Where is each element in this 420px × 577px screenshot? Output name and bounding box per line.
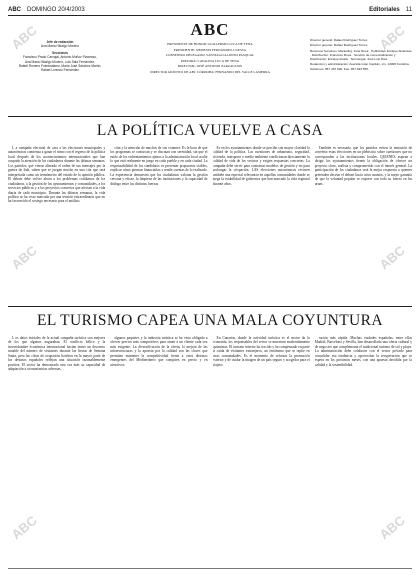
newspaper-logo: ABC: [190, 20, 230, 39]
staff-label: Secciones: [52, 50, 68, 55]
paragraph: ción y la atención de muchos de sus votantes. Es la hora de que los programas se conozcan y se discutan con serenidad, sin que el ruido de los enfrentamientos ajenos a la administración local oculte lo que está realmente en juego en cada pueblo y en cada ciudad. La responsabilidad de los candidatos es presentar propuestas viables, explicar cómo piensan financiarlas y rendir cuentas de lo realizado. La experiencia demuestra que los ciudadanos valoran la gestión cercana y eficaz, la limpieza de las instituciones y la capacidad de diálogo entre las distintas fuerzas.: [110, 146, 208, 186]
staff-name: Ana María Hidalgo Moreno, Luis Sala Fernández,: [25, 59, 95, 64]
paragraph: También es necesario que los partidos eviten la tentación de convertir estas elecciones en un plebiscito sobre cuestiones que no corresponden a las instituciones locales. QUIENES aspiran a dirigir los ayuntamientos tienen la obligación de ofrecer un proyecto claro, realista y comprometido con el interés general. La participación de los ciudadanos será la mejor respuesta a quienes pretenden desviar el debate hacia otros asuntos, y la mejor garantía de que la voluntad popular se exprese con toda su fuerza en las urnas.: [314, 146, 412, 186]
abc-watermark: ABC: [8, 512, 40, 543]
newspaper-logo-small: ABC: [8, 6, 21, 13]
staff-entry: Redacción y administración: Avenida Gran Capitán, s/n. 14008 Córdoba. Teléfonos: 957 497 600. Fax: 957 493 555.: [310, 62, 410, 71]
masthead-rule: [8, 116, 412, 117]
article-divider: [8, 306, 412, 307]
headline-1: LA POLÍTICA VUELVE A CASA: [96, 122, 324, 139]
masthead-line: DIRECTOR ADJUNTO DE ABC CÓRDOBA: FERNANDO DEL VALLE LASIERRA: [150, 69, 270, 74]
article-2-column: [315, 336, 412, 564]
masthead-credits: [125, 42, 295, 76]
bottom-rule: [8, 568, 412, 569]
article-1-column: [8, 146, 105, 302]
paragraph: ración más rápida. Muchas ciudades españolas, entre ellas Madrid, Barcelona y Sevilla, han desarrollado una oferta cultural y de negocios que complementa el tradicional turismo de sol y playa. La administración debe colaborar con el sector privado para consolidar esa tendencia y aprovechar la recuperación que se espera en los próximos meses, con una apuesta decidida por la calidad y la sostenibilidad.: [314, 336, 412, 367]
staff-entry: Recursos humanos: Marketing: José Roca · Publicidad: Enrique Alcántara · Distribución: Francisco Roca · Servicio de comercialización y Distribución: Enrique Alcalá · Tecnología: José Luis Díaz: [310, 48, 412, 62]
staff-name: Francisco Prado Carvajal, Antonio Muñoz Pizarroso,: [23, 55, 97, 60]
article-2-body: [8, 336, 412, 564]
abc-watermark: ABC: [8, 22, 40, 53]
article-2-column: [8, 336, 105, 564]
staff-entry: Director general: Rafael Rodríguez Torres: [310, 38, 368, 42]
masthead-line: CONSEJERO DELEGADO: SANTIAGO ALONSO PASQUAL: [165, 53, 255, 58]
masthead-line: PRESIDENTE DE HONOR: GUILLERMO LUCA DE TENA: [167, 42, 253, 46]
masthead-line: PRESIDENTE: NEMESIO FERNÁNDEZ-CUESTA: [173, 47, 247, 52]
staff-left: [10, 38, 110, 73]
paragraph: L a campaña electoral de cara a las elecciones municipales y autonómicas comienza a ganar el ritmo con el regreso de la política local después de los acontecimientos internacionales que han ocupado la atención de los ciudadanos durante las últimas semanas. Los partidos, que vieron alterado el orden de sus mensajes por la guerra de Irak, saben que se juegan mucho en una cita que será interpretada como un termómetro del estado de la opinión pública. El debate debe volver ahora a los problemas cotidianos de los ciudadanos, a la gestión de los ayuntamientos y comunidades, a los servicios públicos y a los proyectos concretos que afectan a la vida diaria de cada municipio. Durante las últimas semanas, la vida política se ha visto marcada por una tensión extraordinaria que no ha favorecido el sosiego necesario para el análisis.: [8, 146, 106, 204]
masthead-line: EDITORA: CATALINA LUCA DE TENA: [180, 58, 240, 63]
paragraph: En Canarias, donde la actividad turística es el motor de la economía, los responsables del sector se muestran moderadamente optimistas. El turismo interior ha crecido y ha compensado en parte la caída de visitantes extranjeros, un fenómeno que se repite en otras comunidades. Es el momento de reforzar la promoción exterior y de cuidar la imagen de un país seguro y acogedor para el viajero.: [212, 336, 310, 367]
staff-name: Rafael Lorenzo Fernández: [41, 68, 79, 73]
paragraph: L os datos iniciales de la actual campaña turística son mejores de los que algunos auguraban. El conflicto bélico y la incertidumbre económica internacional hacían temer un descenso notable del número de visitantes durante las fiestas de Semana Santa, pero las cifras de ocupación hotelera en la mayor parte de los destinos españoles reflejan una situación razonablemente positiva. El sector ha demostrado una vez más su capacidad de adaptación a circunstancias adversas.: [8, 336, 106, 372]
headline-2: EL TURISMO CAPEA UNA MALA COYUNTURA: [37, 312, 383, 329]
page-number: 11: [405, 6, 412, 13]
section-name: Editoriales: [369, 6, 400, 13]
staff-label: Jefe de redacción: [46, 40, 74, 44]
top-rule: [8, 15, 412, 16]
article-1-body: [8, 146, 412, 302]
abc-watermark: ABC: [376, 22, 408, 53]
article-1-column: [110, 146, 207, 302]
staff-right: [310, 38, 412, 72]
top-bar: [8, 5, 412, 14]
staff-entry: Director gerente: Rafael Rodríguez Torres: [310, 43, 368, 48]
article-2-column: [110, 336, 207, 564]
paragraph: algunos paquetes y la industria turística se ha visto obligada a ofrecer precios más competitivos para atraer a un cliente cada vez más exigente. La diversificación de la oferta, la mejora de las infraestructuras y la apuesta por la calidad son las claves que permiten mantener la competitividad frente a otros destinos emergentes del Mediterráneo que compiten en precio y en atractivos.: [110, 336, 208, 367]
article-1-column: [315, 146, 412, 302]
article-2-column: [213, 336, 310, 564]
abc-watermark: ABC: [376, 512, 408, 543]
masthead-line: DIRECTOR: JOSÉ ANTONIO ZARZALEJOS: [177, 64, 243, 69]
paragraph: Es en los ayuntamientos donde se percibe con mayor claridad la calidad de la política. Las cuestiones de urbanismo, seguridad, vivienda, transporte o medio ambiente condicionan directamente la calidad de vida de los vecinos y exigen respuestas concretas. La campaña debe servir para contrastar modelos de gestión y no para prolongar la crispación. LAS elecciones autonómicas revisten también una especial relevancia en aquellas comunidades donde se juega la estabilidad de gobiernos que han marcado la vida regional durante años.: [212, 146, 310, 186]
abc-watermark: ABC: [8, 242, 40, 273]
abc-watermark: ABC: [376, 242, 408, 273]
issue-date: DOMINGO 20/4/2003: [27, 6, 85, 13]
staff-name: Ana María Hidalgo Moreno: [40, 44, 80, 49]
article-1-column: [213, 146, 310, 302]
staff-name: Rafael Romero Fuenteálamo, María José Sánchez Martín,: [18, 64, 102, 69]
